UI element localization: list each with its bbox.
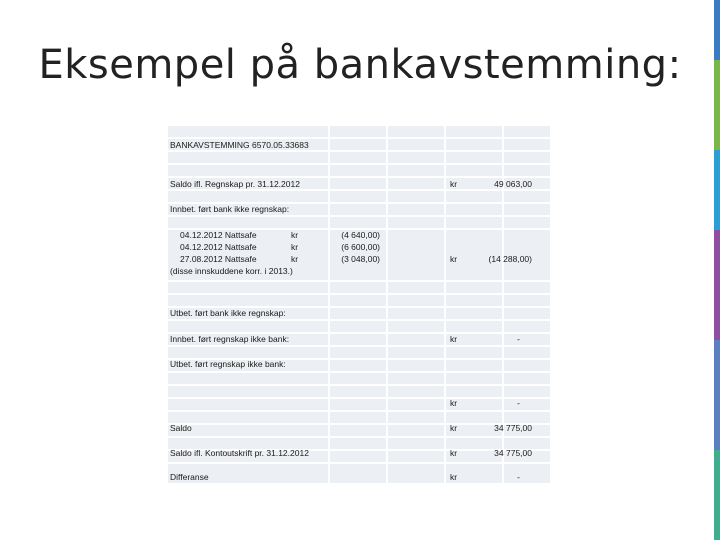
row-divider <box>168 150 550 152</box>
stripe-segment <box>714 450 720 540</box>
entry-label: 04.12.2012 Nattsafe <box>180 230 257 240</box>
row-divider <box>168 293 550 295</box>
row-divider <box>168 176 550 178</box>
differanse-amount: - <box>517 472 520 482</box>
entry-currency: kr <box>291 254 299 264</box>
stripe-segment <box>714 0 720 60</box>
sheet-header: BANKAVSTEMMING 6570.05.33683 <box>170 140 309 150</box>
entry-label: 27.08.2012 Nattsafe <box>180 254 257 264</box>
slide-title: Eksempel på bankavstemming: <box>38 42 682 88</box>
row-divider <box>168 319 550 321</box>
entries-total-currency: kr <box>450 254 458 264</box>
stripe-segment <box>714 60 720 150</box>
entry-currency: kr <box>291 242 299 252</box>
column-divider <box>444 126 446 483</box>
saldo-regnskap-label: Saldo ifl. Regnskap pr. 31.12.2012 <box>170 179 300 189</box>
differanse-currency: kr <box>450 472 458 482</box>
entry-amount: (6 600,00) <box>341 242 380 252</box>
saldo-currency: kr <box>450 423 458 433</box>
stripe-segment <box>714 150 720 230</box>
row-divider <box>168 345 550 347</box>
innbet-regnskap-currency: kr <box>450 334 458 344</box>
row-divider <box>168 384 550 386</box>
saldo-regnskap-currency: kr <box>450 179 458 189</box>
innbet-regnskap-label: Innbet. ført regnskap ikke bank: <box>170 334 290 344</box>
saldo-amount: 34 775,00 <box>494 423 532 433</box>
saldo-kontoutskrift-label: Saldo ifl. Kontoutskrift pr. 31.12.2012 <box>170 448 309 458</box>
entries-note: (disse innskuddene korr. i 2013.) <box>170 266 293 276</box>
row-divider <box>168 397 550 399</box>
differanse-label: Differanse <box>170 472 209 482</box>
column-divider <box>328 126 330 483</box>
stripe-segment <box>714 230 720 340</box>
row-divider <box>168 189 550 191</box>
saldo-regnskap-amount: 49 063,00 <box>494 179 532 189</box>
spreadsheet-table <box>168 126 550 483</box>
row-divider <box>168 215 550 217</box>
innbet-regnskap-amount: - <box>517 334 520 344</box>
saldo-label: Saldo <box>170 423 192 433</box>
entry-amount: (3 048,00) <box>341 254 380 264</box>
row-divider <box>168 423 550 425</box>
row-divider <box>168 280 550 282</box>
entries-total-amount: (14 288,00) <box>488 254 532 264</box>
saldo-kontoutskrift-currency: kr <box>450 448 458 458</box>
row-divider <box>168 371 550 373</box>
entry-currency: kr <box>291 230 299 240</box>
row-divider <box>168 410 550 412</box>
saldo-kontoutskrift-amount: 34 775,00 <box>494 448 532 458</box>
column-divider <box>386 126 388 483</box>
row-divider <box>168 462 550 464</box>
utbet-bank-header: Utbet. ført bank ikke regnskap: <box>170 308 286 318</box>
innbet-bank-header: Innbet. ført bank ikke regnskap: <box>170 204 290 214</box>
sub-total-amount: - <box>517 398 520 408</box>
stripe-segment <box>714 340 720 450</box>
entry-label: 04.12.2012 Nattsafe <box>180 242 257 252</box>
row-divider <box>168 163 550 165</box>
row-divider <box>168 436 550 438</box>
sub-total-currency: kr <box>450 398 458 408</box>
row-divider <box>168 137 550 139</box>
entry-amount: (4 640,00) <box>341 230 380 240</box>
utbet-regnskap-header: Utbet. ført regnskap ikke bank: <box>170 359 286 369</box>
